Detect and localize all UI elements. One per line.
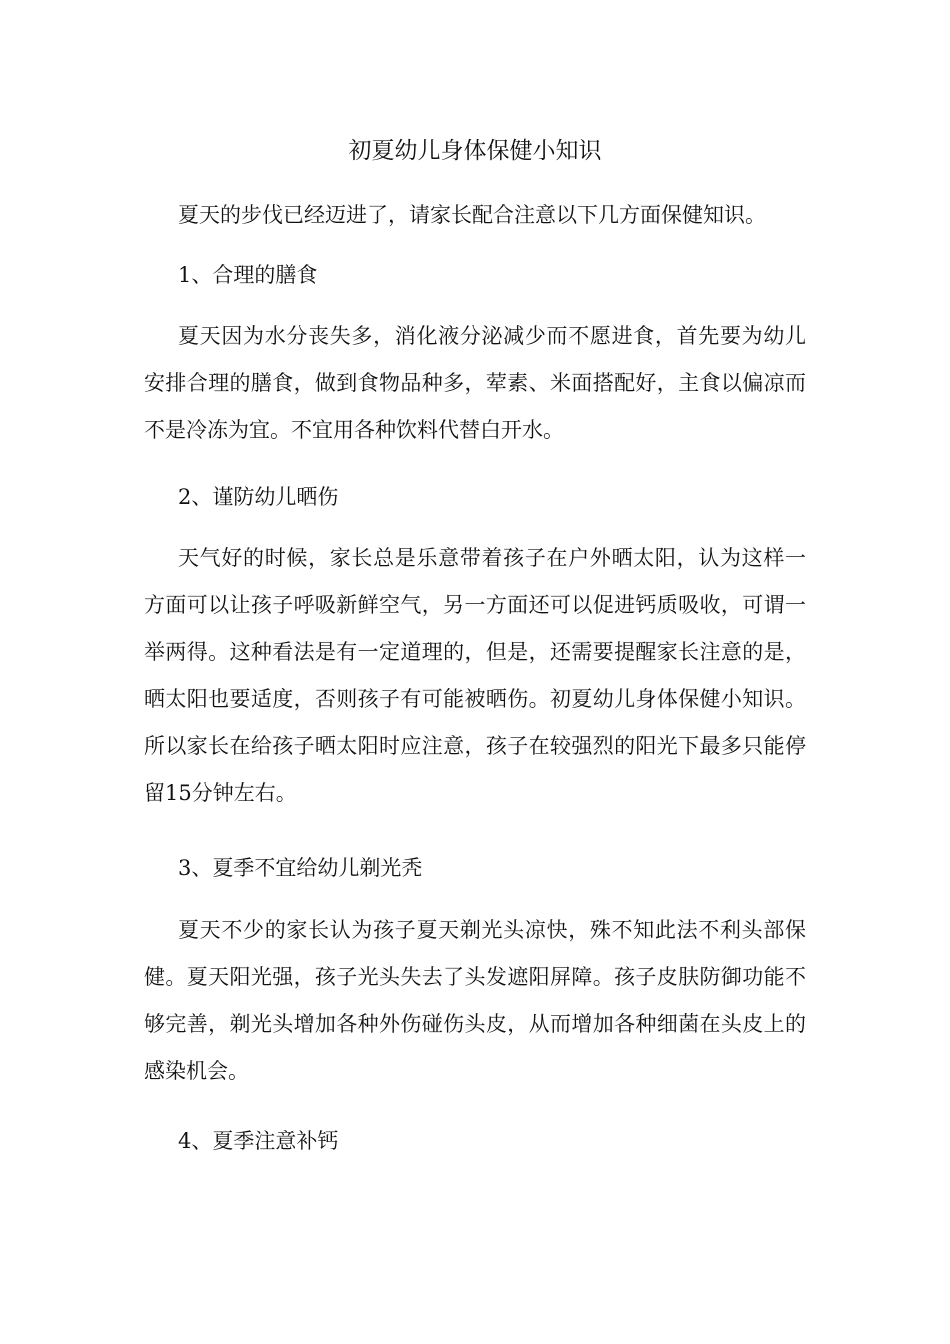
section-heading-2: 2、谨防幼儿晒伤 <box>178 485 339 509</box>
page-title: 初夏幼儿身体保健小知识 <box>348 138 602 164</box>
section-body-1: 夏天因为水分丧失多，消化液分泌减少而不愿进食，首先要为幼儿安排合理的膳食，做到食物品种多，荤素、米面搭配好，主食以偏凉而不是冷冻为宜。不宜用各种饮料代替白开水。 <box>144 324 806 442</box>
section-heading-3: 3、夏季不宜给幼儿剃光秃 <box>178 856 423 880</box>
section-body-3: 夏天不少的家长认为孩子夏天剃光头凉快，殊不知此法不利头部保健。夏天阳光强，孩子光头失去了头发遮阳屏障。孩子皮肤防御功能不够完善，剃光头增加各种外伤碰伤头皮，从而增加各种细菌在头皮上的感染机会。 <box>144 918 806 1083</box>
section-body-2: 天气好的时候，家长总是乐意带着孩子在户外晒太阳，认为这样一方面可以让孩子呼吸新鲜空气，另一方面还可以促进钙质吸收，可谓一举两得。这种看法是有一定道理的，但是，还需要提醒家长注意的是，晒太阳也要适度，否则孩子有可能被晒伤。初夏幼儿身体保健小知识。所以家长在给孩子晒太阳时应注意，孩子在较强烈的阳光下最多只能停留15分钟左右。 <box>144 546 806 805</box>
section-heading-4: 4、夏季注意补钙 <box>178 1129 339 1153</box>
intro-paragraph: 夏天的步伐已经迈进了，请家长配合注意以下几方面保健知识。 <box>178 203 766 227</box>
section-heading-1: 1、合理的膳食 <box>178 263 318 287</box>
